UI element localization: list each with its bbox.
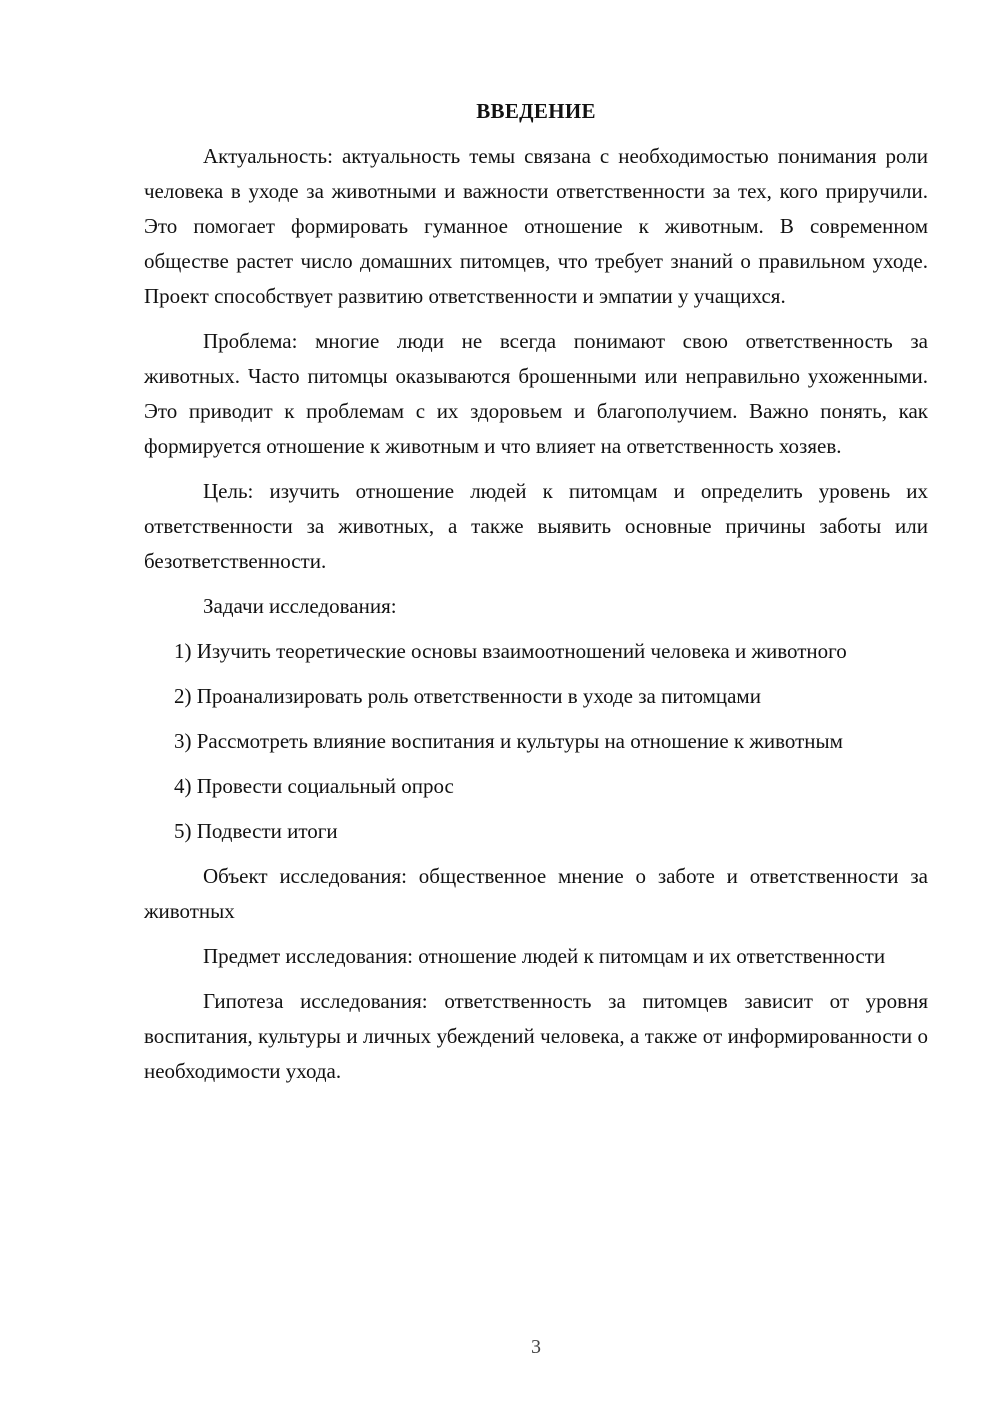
page-content	[144, 94, 928, 1099]
page-number: 3	[531, 1336, 541, 1358]
paragraph-object: Объект исследования: общественное мнение о заботе и ответственности за животных	[144, 864, 928, 923]
paragraph-hypothesis: Гипотеза исследования: ответственность за питомцев зависит от уровня воспитания, культуры и личных убеждений человека, а также от информированности о необходимости ухода.	[144, 989, 928, 1083]
task-item-2: 2) Проанализировать роль ответственности в уходе за питомцами	[174, 684, 761, 708]
paragraph-tasks-title: Задачи исследования:	[203, 594, 397, 618]
task-item-1: 1) Изучить теоретические основы взаимоотношений человека и животного	[174, 639, 847, 663]
task-item-3: 3) Рассмотреть влияние воспитания и культуры на отношение к животным	[174, 729, 843, 753]
paragraph-problem: Проблема: многие люди не всегда понимают свою ответственность за животных. Часто питомцы оказываются брошенными или неправильно ухоженными. Это приводит к проблемам с их здоровьем и благополучием. Важно понять, как формируется отношение к животным и что влияет на ответственность хозяев.	[144, 329, 928, 458]
task-item-5: 5) Подвести итоги	[174, 819, 338, 843]
paragraph-goal: Цель: изучить отношение людей к питомцам и определить уровень их ответственности за животных, а также выявить основные причины заботы или безответственности.	[144, 479, 928, 573]
section-heading: ВВЕДЕНИЕ	[476, 99, 596, 123]
paragraph-subject: Предмет исследования: отношение людей к питомцам и их ответственности	[203, 944, 886, 968]
paragraph-relevance: Актуальность: актуальность темы связана с необходимостью понимания роли человека в уходе за животными и важности ответственности за тех, кого приручили. Это помогает формировать гуманное отношение к животным. В современном обществе растет число домашних питомцев, что требует знаний о правильном уходе. Проект способствует развитию ответственности и эмпатии у учащихся.	[144, 144, 928, 308]
task-item-4: 4) Провести социальный опрос	[174, 774, 454, 798]
